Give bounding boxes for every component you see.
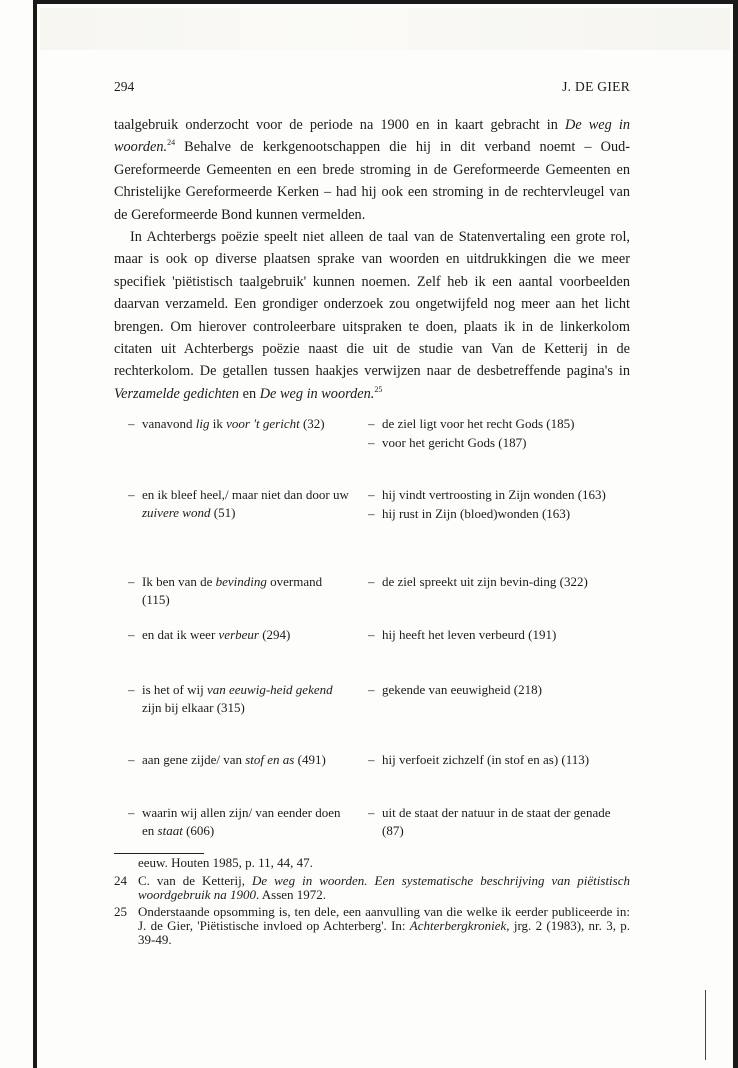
book-title: De weg in woorden. (259, 385, 375, 402)
right-column-item: – hij heeft het leven verbeurd (191) (368, 627, 557, 642)
footnote-continued: eeuw. Houten 1985, p. 11, 44, 47. (138, 855, 313, 870)
footnote-25: 25 Onderstaande opsomming is, ten dele, een aanvulling van die welke ik eerder publiceerde in: J. de Gier, 'Piëtistische invloed op Achterberg'. In: Achterbergkroniek, jrg. 2 (1983), nr. 3, p. 39-49. (114, 904, 630, 947)
scan-mark (705, 990, 706, 1060)
left-column-item: – waarin wij allen zijn/ van eender doen en staat (606) (128, 805, 341, 838)
footnote-ref-25[interactable]: 25 (374, 385, 383, 395)
book-title: Verzamelde gedichten (114, 385, 240, 402)
footnote-ref-24[interactable]: 24 (167, 138, 176, 148)
scan-border-left (33, 0, 37, 1068)
body-text (114, 114, 630, 405)
paragraph-2: In Achterbergs poëzie speelt niet alleen de taal van de Statenvertaling een grote rol, maar is ook op diverse plaatsen sprake van woorden en uitdrukkingen die we meer specifiek 'piëtistisch taalgebruik' kunnen noemen. Zelf heb ik een aantal voorbeelden daarvan verzameld. Een grondiger onderzoek zou ongetwijfeld nog meer aan het licht brengen. Om hierover controleerbare uitspraken te doen, plaats ik in de linkerkolom citaten uit Achterbergs poëzie naast die uit de studie van Van de Ketterij in de rechterkolom. De getallen tussen haakjes verwijzen naar de desbetreffende pagina's in Verzamelde gedichten en De weg in woorden.$^{25}$ (114, 229, 630, 402)
right-column-item: – hij vindt vertroosting in Zijn wonden (163) – hij rust in Zijn (bloed)wonden (163) (368, 487, 606, 521)
author-name: J. DE GIER (562, 79, 630, 94)
paragraph-1: taalgebruik onderzocht voor de periode na 1900 en in kaart gebracht in De weg in woorden.$^{24}$ Behalve de kerkgenootschappen die hij in dit verband noemt – Oud-Gereformeerde Gemeenten en een brede stroming in de Gereformeerde Gemeenten en Christelijke Gereformeerde Kerken – had hij ook een stroming in de rechtervleugel van de Gereformeerde Bond kunnen vermelden. (114, 117, 630, 223)
right-column-item: – de ziel spreekt uit zijn bevin-ding (322) (368, 574, 588, 589)
book-title: De weg in woorden. (114, 117, 630, 156)
left-column-item: – is het of wij van eeuwig-heid gekend zijn bij elkaar (315) (128, 682, 333, 715)
footnote-24: 24 C. van de Ketterij, De weg in woorden. Een systematische beschrijving van piëtistisch woordgebruik na 1900. Assen 1972. (114, 872, 630, 902)
left-column-item: – Ik ben van de bevinding overmand (115) (128, 574, 323, 607)
scan-shadow (40, 8, 730, 50)
footnotes (114, 856, 630, 951)
scan-border-top (36, 0, 738, 4)
left-column-item: – aan gene zijde/ van stof en as (491) (128, 752, 326, 767)
left-column-item: – en dat ik weer verbeur (294) (128, 627, 291, 642)
footnote-number: 25 (114, 904, 127, 920)
right-column-item: – hij verfoeit zichzelf (in stof en as) (113) (368, 752, 590, 767)
right-column-item: – gekende van eeuwigheid (218) (368, 682, 542, 697)
scan-border-right (733, 0, 738, 1068)
right-column-item: – uit de staat der natuur in de staat der genade (87) (368, 805, 611, 838)
left-column-item: – en ik bleef heel,/ maar niet dan door uw zuivere wond (51) (128, 487, 349, 520)
left-column-item: – vanavond lig ik voor 't gericht (32) (128, 416, 325, 431)
right-column-item: – de ziel ligt voor het recht Gods (185) – voor het gericht Gods (187) (368, 416, 575, 450)
footnote-number: 24 (114, 872, 127, 888)
footnote-divider (114, 853, 204, 854)
page-number: 294 (114, 79, 135, 94)
